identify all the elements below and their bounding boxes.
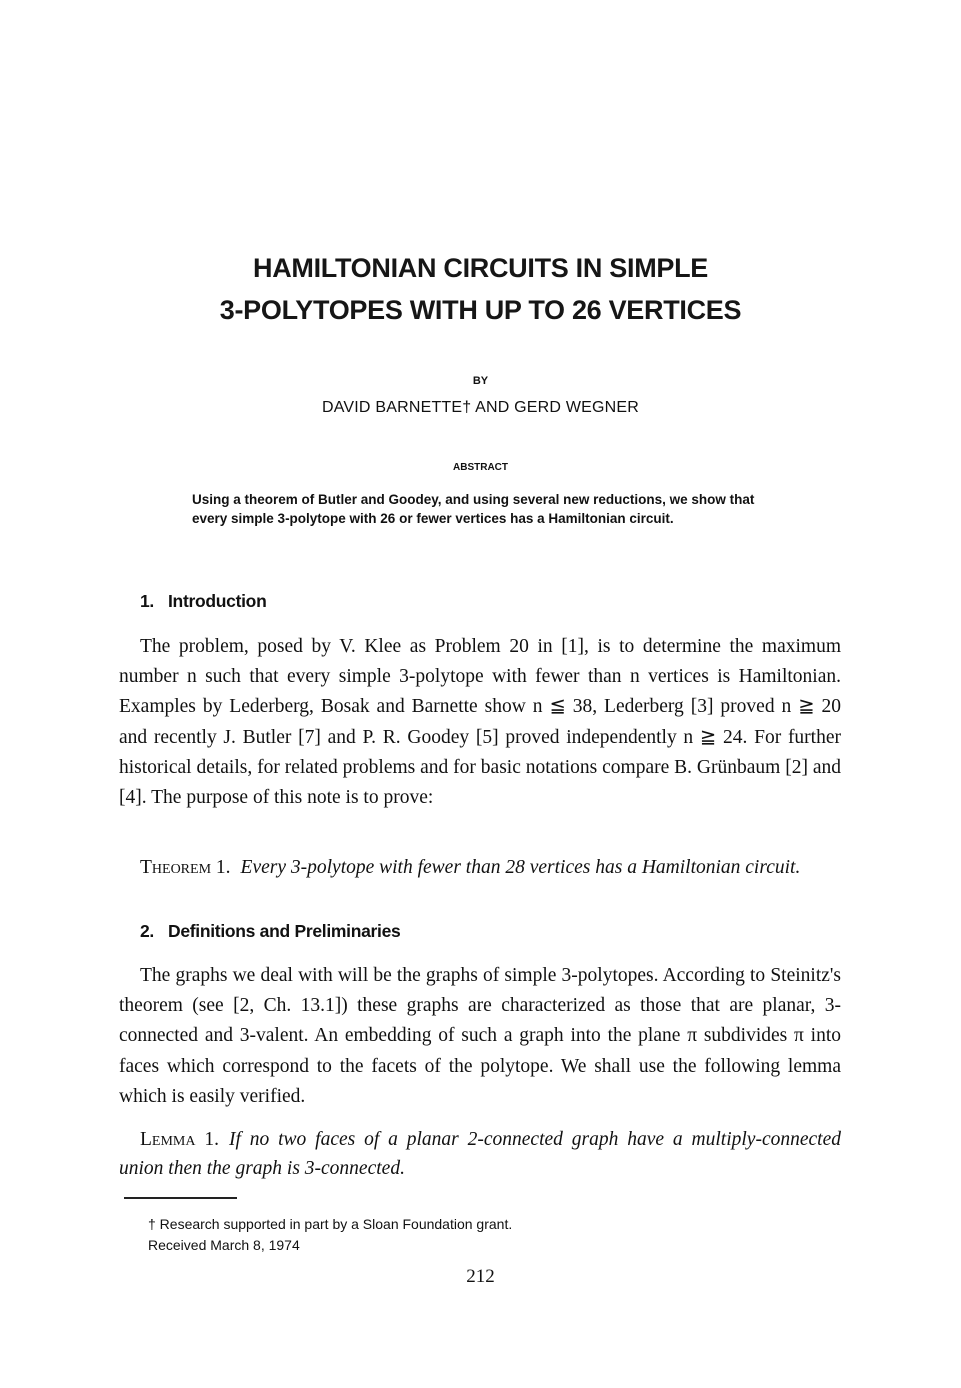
abstract-heading: ABSTRACT: [453, 462, 508, 473]
byline: BY: [472, 375, 489, 387]
lemma-1-label: Lemma 1.: [140, 1129, 219, 1150]
section-2-number: 2.: [140, 921, 154, 941]
section-1-title: Introduction: [168, 591, 267, 611]
footnote-rule: [124, 1197, 237, 1199]
definitions-paragraph: [119, 961, 841, 1112]
abstract-text: Using a theorem of Butler and Goodey, and using several new reductions, we show that every simple 3-polytope with 26 or fewer vertices has a Hamiltonian circuit.: [192, 492, 755, 526]
footnote-received: Received March 8, 1974: [148, 1237, 300, 1253]
authors: DAVID BARNETTE† AND GERD WEGNER: [321, 399, 640, 416]
section-1-number: 1.: [140, 591, 154, 611]
introduction-paragraph: [119, 632, 841, 813]
section-2-heading: [140, 921, 400, 942]
definitions-text: The graphs we deal with will be the graphs of simple 3-polytopes. According to Steinitz's theorem (see [2, Ch. 13.1]) these graphs are characterized as those that are planar, 3-connected and 3-valent. An embedding of such a graph into the plane π subdivides π into faces which correspond to the facets of the polytope. We shall use the following lemma which is easily verified.: [119, 965, 841, 1107]
theorem-1: [119, 853, 841, 882]
section-2-title: Definitions and Preliminaries: [168, 921, 401, 941]
introduction-text: The problem, posed by V. Klee as Problem 20 in [1], is to determine the maximum number n such that every simple 3-polytope with fewer than n vertices is Hamiltonian. Examples by Lederberg, Bosak and Barnette show n ≦ 38, Lederberg [3] proved n ≧ 20 and recently J. Butler [7] and P. R. Goodey [5] proved independently n ≧ 24. For further historical details, for related problems and for basic notations compare B. Grünbaum [2] and [4]. The purpose of this note is to prove:: [119, 636, 841, 809]
footnote-funding: † Research supported in part by a Sloan Foundation grant.: [148, 1216, 513, 1232]
theorem-1-text: Every 3-polytope with fewer than 28 vertices has a Hamiltonian circuit.: [240, 857, 801, 878]
footnote: [148, 1214, 512, 1256]
paper-title-line-2: 3-POLYTOPES WITH UP TO 26 VERTICES: [219, 295, 742, 325]
lemma-1-text: If no two faces of a planar 2-connected graph have a multiply-connected union then the graph is 3-connected.: [119, 1129, 841, 1179]
theorem-1-label: Theorem 1.: [140, 857, 231, 878]
section-1-heading: [140, 591, 266, 612]
paper-title-line-1: HAMILTONIAN CIRCUITS IN SIMPLE: [253, 253, 708, 283]
lemma-1: [119, 1125, 841, 1183]
page-number: 212: [466, 1266, 495, 1287]
